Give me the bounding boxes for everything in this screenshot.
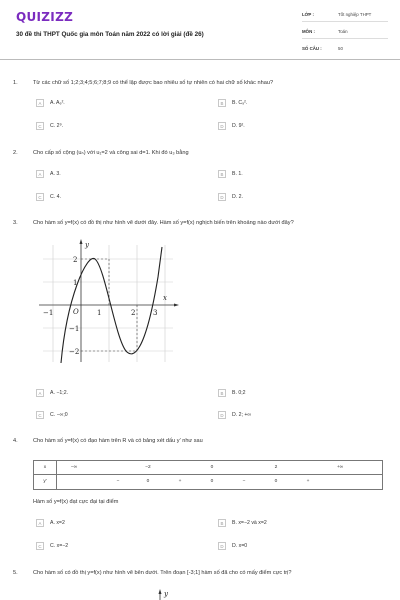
- x-tick-label: 2: [131, 309, 136, 317]
- option-text: D. 2; +∞: [232, 412, 252, 418]
- y-tick-label: 1: [73, 279, 78, 287]
- origin-label: O: [73, 308, 79, 316]
- table-cell: +: [178, 479, 182, 484]
- option-letter: B: [218, 170, 226, 178]
- quizizz-logo: QUIZIZZ: [16, 10, 74, 24]
- question-number: 5.: [13, 570, 18, 576]
- table-cell: x: [43, 465, 47, 470]
- question-text: Cho hàm số y=f(x) có đạo hàm trên R và có bảng xét dấu y′ như sau: [33, 438, 203, 444]
- x-tick-label: 3: [153, 309, 158, 317]
- meta-grade-label: LỚP :: [302, 12, 314, 17]
- table-cell: −2: [145, 465, 151, 470]
- document-title: 30 đề thi THPT Quốc gia môn Toán năm 2022 có lời giải (đề 26): [16, 31, 204, 38]
- option-text: A. x=2: [50, 520, 65, 526]
- option-letter: A: [36, 519, 44, 527]
- table-cell: 0: [146, 479, 150, 484]
- option-text: D. x=0: [232, 543, 248, 549]
- table-cell: 0: [274, 479, 278, 484]
- sign-table: [33, 460, 383, 490]
- table-cell: 0: [210, 465, 214, 470]
- question-text: Cho hàm số y=f(x) có đồ thị như hình vẽ dưới đây. Hàm số y=f(x) nghịch biến trên khoảng nào dưới đây?: [33, 220, 294, 226]
- meta-subject-value: Toán: [338, 29, 348, 34]
- table-cell: −: [116, 479, 120, 484]
- option-text: A. −1;2.: [50, 390, 69, 396]
- table-cell: +: [306, 479, 310, 484]
- option-text: B. C₉².: [232, 100, 248, 106]
- x-tick-label: −1: [43, 309, 54, 317]
- meta-count-label: SỐ CÂU :: [302, 46, 322, 51]
- table-cell: 2: [274, 465, 278, 470]
- page-header: [0, 0, 400, 60]
- meta-subject-label: MÔN :: [302, 29, 315, 34]
- function-graph: [33, 237, 183, 377]
- option-text: B. x=−2 và x=2: [232, 520, 267, 526]
- option-letter: C: [36, 193, 44, 201]
- question-number: 1.: [13, 80, 18, 86]
- x-tick-label: 1: [97, 309, 102, 317]
- option-letter: B: [218, 519, 226, 527]
- option-letter: A: [36, 99, 44, 107]
- question-number: 4.: [13, 438, 18, 444]
- option-text: C. 4.: [50, 194, 61, 200]
- y-tick-label: −1: [69, 325, 80, 333]
- table-cell: −∞: [70, 465, 78, 470]
- meta-count-value: 50: [338, 46, 343, 51]
- option-text: B. 0;2: [232, 390, 246, 396]
- option-text: C. 2⁹.: [50, 123, 64, 129]
- option-text: C. −∞;0: [50, 412, 68, 418]
- y-axis-label: y: [85, 241, 89, 249]
- question-text: Cho hàm số có đồ thị y=f(x) như hình vẽ bên dưới. Trên đoạn [-3;1] hàm số đã cho có mấy điểm cực trị?: [33, 570, 292, 576]
- option-letter: D: [218, 193, 226, 201]
- option-text: A. 3.: [50, 171, 61, 177]
- option-text: A. A₉².: [50, 100, 65, 106]
- option-text: B. 1.: [232, 171, 243, 177]
- y-tick-label: 2: [73, 256, 78, 264]
- table-cell: 0: [210, 479, 214, 484]
- table-cell: +∞: [336, 465, 344, 470]
- option-letter: D: [218, 542, 226, 550]
- option-text: D. 2.: [232, 194, 243, 200]
- option-letter: C: [36, 122, 44, 130]
- sign-table-row-x: [34, 461, 382, 475]
- table-cell: y′: [43, 479, 47, 484]
- table-cell: −: [242, 479, 246, 484]
- option-letter: C: [36, 411, 44, 419]
- option-letter: A: [36, 389, 44, 397]
- option-text: D. 9².: [232, 123, 245, 129]
- question-number: 3.: [13, 220, 18, 226]
- x-axis-label: x: [163, 294, 167, 302]
- option-letter: B: [218, 389, 226, 397]
- option-letter: D: [218, 411, 226, 419]
- y-axis-label: y: [164, 590, 168, 598]
- option-text: C. x=−2: [50, 543, 69, 549]
- question-text: Từ các chữ số 1;2;3;4;5;6;7;8;9 có thể lập được bao nhiêu số tự nhiên có hai chữ số khác nhau?: [33, 80, 274, 86]
- meta-grade-value: Tốt nghiệp THPT: [338, 12, 372, 17]
- option-letter: C: [36, 542, 44, 550]
- option-letter: D: [218, 122, 226, 130]
- question-text: Cho cấp số cộng (uₙ) với u₁=2 và công sai d=1. Khi đó u₃ bằng: [33, 150, 189, 156]
- sign-table-row-derivative: [34, 475, 382, 489]
- question-number: 2.: [13, 150, 18, 156]
- y-tick-label: −2: [69, 348, 80, 356]
- option-letter: B: [218, 99, 226, 107]
- question-subtext: Hàm số y=f(x) đạt cực đại tại điểm: [33, 499, 119, 505]
- function-graph-partial: [150, 586, 180, 600]
- option-letter: A: [36, 170, 44, 178]
